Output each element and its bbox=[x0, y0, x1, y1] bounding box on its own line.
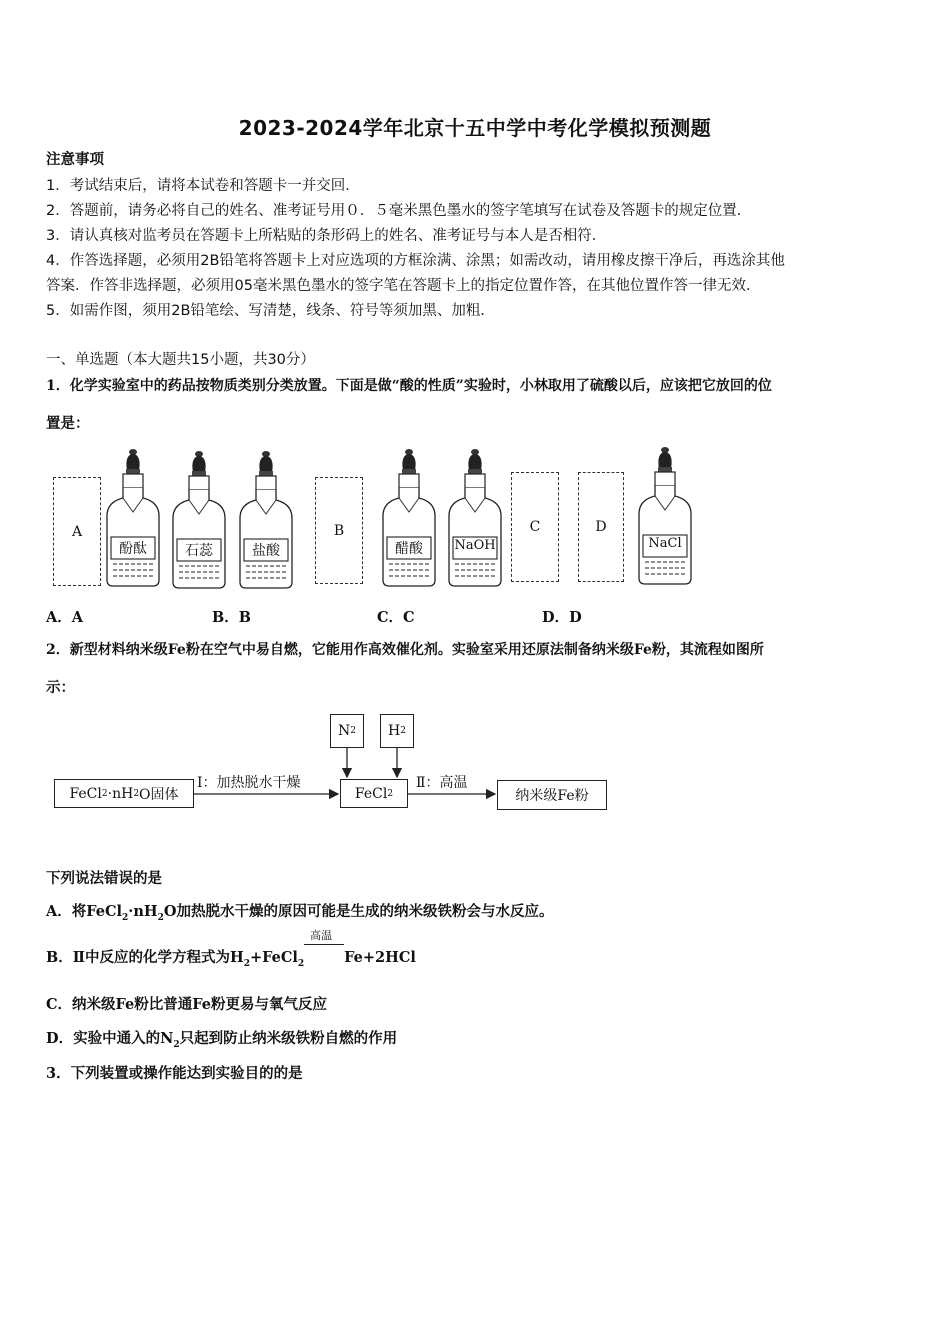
question-1-text: 1．化学实验室中的药品按物质类别分类放置。下面是做“酸的性质”实验时，小林取用了硫酸以后，应该把它放回的位 bbox=[46, 378, 772, 394]
bottle-6 bbox=[639, 447, 691, 584]
question-2-prompt: 下列说法错误的是 bbox=[46, 870, 162, 887]
slot-d-label: D bbox=[595, 519, 607, 535]
subscript: 2 bbox=[297, 958, 305, 969]
bottle-label: 盐酸 bbox=[252, 543, 280, 559]
option-c[interactable]: C．C bbox=[377, 609, 415, 626]
flow-arrows bbox=[0, 700, 950, 830]
start-text: ·nH bbox=[107, 785, 134, 802]
option-text: B．Ⅱ中反应的化学方程式为H bbox=[46, 949, 244, 966]
notice-heading: 注意事项 bbox=[46, 152, 104, 168]
option-text: 只起到防止纳米级铁粉自燃的作用 bbox=[179, 1030, 398, 1047]
bottle-4 bbox=[383, 449, 435, 586]
subscript: 2 bbox=[243, 958, 250, 969]
question-2-text-cont: 示： bbox=[46, 679, 75, 696]
option-text: Fe+2HCl bbox=[344, 949, 416, 966]
subscript: 2 bbox=[350, 726, 356, 736]
option-d[interactable]: D．D bbox=[542, 609, 582, 626]
option-text: ·nH bbox=[128, 903, 158, 920]
q2-option-d[interactable] bbox=[46, 1029, 397, 1055]
notice-item: 2．答题前，请务必将自己的姓名、准考证号用０．５毫米黑色墨水的签字笔填写在试卷及答题卡的规定位置． bbox=[46, 203, 752, 219]
gas-h2-label: H bbox=[388, 723, 401, 739]
option-b[interactable]: B．B bbox=[212, 609, 252, 626]
notice-item: 3．请认真核对监考员在答题卡上所粘贴的条形码上的姓名、准考证号与本人是否相符． bbox=[46, 228, 607, 244]
option-text: A．将FeCl bbox=[46, 903, 123, 920]
question-2-text: 2．新型材料纳米级Fe粉在空气中易自燃，它能用作高效催化剂。实验室采用还原法制备纳米级Fe粉，其流程如图所 bbox=[46, 642, 764, 658]
q2-option-b[interactable] bbox=[46, 929, 416, 974]
slot-b-label: B bbox=[333, 522, 345, 539]
subscript: 2 bbox=[122, 912, 129, 923]
slot-a-label: A bbox=[71, 523, 83, 540]
q2-option-c[interactable]: C．纳米级Fe粉比普通Fe粉更易与氧气反应 bbox=[46, 996, 327, 1013]
notice-item: 5．如需作图，须用2B铅笔绘、写清楚，线条、符号等须加黑、加粗． bbox=[46, 303, 495, 319]
reaction-arrow bbox=[304, 929, 344, 962]
subscript: 2 bbox=[173, 1039, 180, 1050]
section-heading: 一、单选题（本大题共15小题，共30分） bbox=[46, 352, 315, 368]
q2-option-a[interactable] bbox=[46, 902, 554, 928]
subscript: 2 bbox=[400, 726, 406, 736]
subscript: 2 bbox=[101, 788, 108, 799]
bottle-label: 醋酸 bbox=[395, 541, 423, 557]
option-text: D．实验中通入的N bbox=[46, 1030, 174, 1047]
reaction-condition: 高温 bbox=[310, 929, 333, 942]
start-text: FeCl bbox=[69, 785, 102, 802]
option-text: +FeCl bbox=[249, 949, 298, 966]
end-box: 纳米级Fe粉 bbox=[497, 780, 607, 810]
bottle-label: NaCl bbox=[648, 536, 682, 551]
step-1-label: Ⅰ：加热脱水干燥 bbox=[197, 775, 301, 791]
notice-item: 答案．作答非选择题，必须用05毫米黑色墨水的签字笔在答题卡上的指定位置作答，在其他位置作答一律无效． bbox=[46, 278, 761, 294]
bottle-3 bbox=[240, 451, 292, 588]
notice-item: 4．作答选择题，必须用2B铅笔将答题卡上对应选项的方框涂满、涂黑；如需改动，请用橡皮擦干净后，再选涂其他 bbox=[46, 253, 785, 269]
notice-item: 1．考试结束后，请将本试卷和答题卡一并交回． bbox=[46, 178, 360, 194]
bottle-label: 石蕊 bbox=[185, 543, 213, 559]
question-3-text: 3．下列装置或操作能达到实验目的的是 bbox=[46, 1065, 303, 1082]
step-2-label: Ⅱ：高温 bbox=[416, 775, 468, 791]
option-text: O加热脱水干燥的原因可能是生成的纳米级铁粉会与水反应。 bbox=[163, 903, 554, 920]
bottle-5 bbox=[449, 449, 501, 586]
reagent-bottles bbox=[0, 440, 950, 600]
subscript: 2 bbox=[387, 788, 394, 799]
equation-bar bbox=[304, 944, 344, 945]
subscript: 2 bbox=[133, 788, 140, 799]
fecl2-text: FeCl bbox=[354, 785, 388, 802]
subscript: 2 bbox=[157, 912, 164, 923]
gas-n2-label: N bbox=[338, 723, 351, 739]
slot-c-label: C bbox=[529, 519, 541, 535]
page-title: 2023-2024学年北京十五中学中考化学模拟预测题 bbox=[238, 116, 712, 140]
bottle-1 bbox=[107, 449, 159, 586]
question-1-text-cont: 置是： bbox=[46, 415, 90, 432]
bottle-2 bbox=[173, 451, 225, 588]
bottle-label: 酚酞 bbox=[119, 541, 147, 557]
option-a[interactable]: A．A bbox=[46, 609, 84, 626]
start-text: O固体 bbox=[139, 786, 179, 803]
bottle-label: NaOH bbox=[454, 538, 496, 553]
